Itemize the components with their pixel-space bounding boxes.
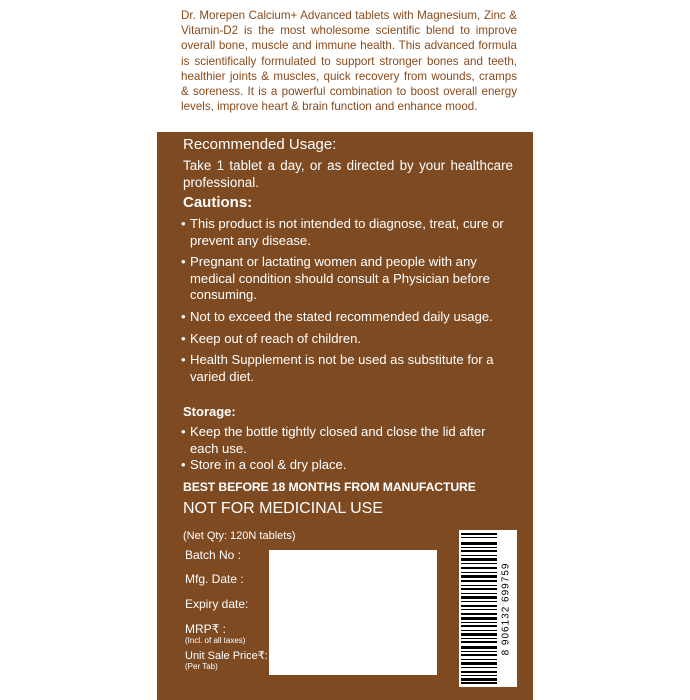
barcode-bars [461, 533, 497, 684]
unit-sale-price-note: (Per Tab) [185, 662, 218, 671]
caution-item: • Pregnant or lactating women and people with any medical condition should consult a Physician before consuming. [181, 254, 490, 303]
storage-heading: Storage: [183, 404, 236, 419]
caution-item: • This product is not intended to diagnose, treat, cure or prevent any disease. [181, 216, 504, 248]
barcode [459, 530, 517, 687]
caution-item: • Keep out of reach of children. [181, 330, 362, 346]
product-label-panel [157, 0, 533, 700]
unit-sale-price-label: Unit Sale Price₹: [185, 650, 268, 662]
mfg-date-label: Mfg. Date : [185, 572, 244, 586]
storage-list [181, 424, 511, 474]
not-medicinal-text: NOT FOR MEDICINAL USE [183, 500, 384, 517]
batch-info-box [269, 550, 437, 675]
caution-item: • Health Supplement is not be used as substitute for a varied diet. [181, 352, 494, 384]
best-before-text: BEST BEFORE 18 MONTHS FROM MANUFACTURE [183, 480, 476, 494]
barcode-number: 8 906132 699759 [500, 562, 512, 656]
storage-item: • Keep the bottle tightly closed and close the lid after each use. [181, 424, 486, 456]
cautions-heading: Cautions: [183, 194, 253, 211]
expiry-date-label: Expiry date: [185, 597, 249, 611]
caution-item: • Not to exceed the stated recommended daily usage. [181, 308, 493, 324]
batch-label: Batch No : [185, 548, 242, 562]
intro-section [157, 0, 533, 132]
intro-paragraph: Dr. Morepen Calcium+ Advanced tablets with Magnesium, Zinc & Vitamin-D2 is the most wholesome scientific blend to improve overall bone, muscle and immune health. This advanced formula is scientifically formulated to support stronger bones and teeth, healthier joints & muscles, quick recovery from wounds, cramps & soreness. It is a powerful combination to boost overall energy levels, improve heart & brain function and enhance mood. [181, 9, 517, 114]
usage-text: Take 1 tablet a day, or as directed by your healthcare professional. [183, 158, 513, 190]
cautions-list [181, 216, 511, 385]
usage-heading: Recommended Usage: [183, 136, 337, 153]
storage-item: • Store in a cool & dry place. [181, 457, 347, 473]
net-qty: (Net Qty: 120N tablets) [183, 530, 296, 542]
info-panel [157, 132, 533, 700]
mrp-note: (Incl. of all taxes) [185, 636, 246, 645]
mrp-label: MRP₹ : [185, 622, 226, 636]
